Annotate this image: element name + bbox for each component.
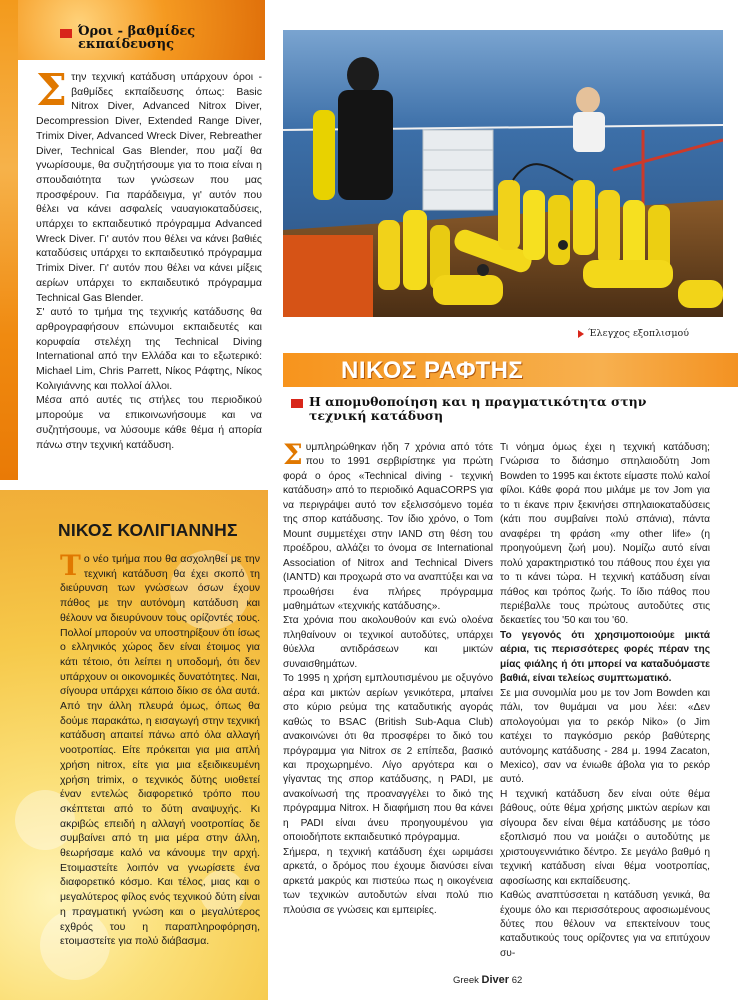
section-marker	[291, 399, 303, 408]
raftis-paragraph: Στα χρόνια που ακολουθούν και ενώ ολοένα πληθαίνουν οι τεχνικοί αυτοδύτες, υπάρχει θύελλα αντιδράσεων και μικτών συναισθημάτων.	[283, 615, 493, 670]
raftis-paragraph: Σήμερα, η τεχνική κατάδυση έχει ωριμάσει αρκετά, ο δρόμος που έχουμε διανύσει είναι αρκετά μακρύς και πιστεύω πως η οικογένεια των τεχνικών αυτοδυτών είναι πολύ πιο πλούσια σε γνώσεις και εμπειρίες.	[283, 846, 493, 916]
raftis-name-banner	[283, 353, 738, 387]
koligiannis-paragraph-1: Το νέο τμήμα που θα ασχοληθεί με την τεχνική κατάδυση θα έχει σκοπό τη διεύρυνση των γνώσεων όσων έχουν πάθος με την αυτόνομη κατάδυση και θέλουν να διευρύνουν τους ορίζοντές τους. Πολλοί μπορούν να υποστηρίξουν ότι ίσως ο ελληνικός χώρος δεν είναι έτοιμος για κάτι τέτοιο, ότι λείπει η υποδομή, ότι δεν υπάρχουν οι οικονομικές δυνατότητες. Ναι, σίγουρα υπάρχει κάποιο δίκιο σε όλα αυτά. Από την άλλη πλευρά όμως, όπως θα δούμε παρακάτω, η εισαγωγή στην τεχνική κατάδυση απαιτεί πάνω από όλα αλλαγή νοοτροπίας. Είτε πρόκειται για μια απλή χρήση nitrox, είτε για μια εξειδικευμένη χρήση trimix, ο τεχνικός δύτης υιοθετεί έναν εντελώς διαφορετικό τρόπο που σκέπτεται από το δύτη αναψυχής. Κι ακριβώς επειδή η αλλαγή νοοτροπίας δε συμβαίνει από τη μια μέρα στην άλλη, θεωρήσαμε καλό να κάνουμε την αρχή. Ετοιμαστείτε λοιπόν να γνωρίσετε ένα διαφορετικό κόσμο. Και τέλος, μιας και ο μεγαλύτερος φίλος ενός τεχνικού δύτη είναι η πραγματική γνώση και ο μεγαλύτερος εχθρός του η παραπληροφόρηση, ετοιμαστείτε για πολύ διάβασμα.	[60, 549, 260, 948]
koligiannis-author-title: ΝΙΚΟΣ ΚΟΛΙΓΙΑΝΝΗΣ	[58, 520, 238, 540]
raftis-author-name: ΝΙΚΟΣ ΡΑΦΤΗΣ	[341, 357, 524, 384]
caption-marker-icon	[578, 330, 584, 338]
raftis-paragraph: Η τεχνική κατάδυση δεν είναι ούτε θέμα βάθους, ούτε θέμα χρήσης μικτών αερίων και σίγουρα δεν είναι θέμα κατάδυσης με τόσο εξοπλισμό που να μοιάζει ο αυτοδύτης με χριστουγεννιάτικο δέντρο. Σε μεγάλο βαθμό η τεχνική κατάδυση είναι θέμα νοοτροπίας, αφοσίωσης και εκπαίδευσης.	[500, 788, 710, 887]
diving-equipment-photo	[283, 30, 723, 317]
raftis-paragraph: Τι νόημα όμως έχει η τεχνική κατάδυση; Γνώρισα το διάσημο σπηλαιοδύτη Jom Bowden το 1995 και έκτοτε είμαστε πολύ καλοί φίλοι. Κάθε φορά που μιλάμε με τον Jom για το τι έκανε πριν ξεκινήσει σπηλαιοκαταδύσεις (κάτι που συμβαίνει πολύ σπάνια), πάντα αναφέρει τη φράση «my other life» (η προηγούμενη ζωή μου). Νομίζω αυτό είναι πολύ χαρακτηριστικό του πάθους που έχει για το τι κάνει τώρα. Η τεχνική κατάδυση είναι πάθος και τρόπος ζωής. Το ίδιο πάθος που περιέβαλλε τους πρώτους αυτοδύτες στις δεκαετίες του '50 και του '60.	[500, 442, 710, 627]
raftis-column-1	[283, 438, 493, 918]
decorative-orange-strip	[0, 0, 18, 480]
photo-caption	[578, 328, 689, 339]
raftis-paragraph: Το 1995 η χρήση εμπλουτισμένου με οξυγόνο αέρα και μικτών αερίων γενικότερα, μπαίνει στο κύριο ρεύμα της καταδυτικής αγοράς καθώς το BSAC (British Sub-Aqua Club) ανακοινώνει ότι θα προσφέρει το δικό του πρόγραμμα για Nitrox σε 2 επίπεδα, βασικό και προχωρημένο. Λίγο αργότερα και ο γίγαντας της σπορ κατάδυσης, η PADI, με ανακοίνωσή της προαναγγέλει το δικό της πρόγραμμα Nitrox. Η διαφήμιση που θα κάνει η PADI είναι άνευ προηγουμένου για οποιοδήποτε εκπαιδευτικό πρόγραμμα.	[283, 673, 493, 844]
koligiannis-article-body	[60, 549, 260, 949]
terms-section-title: Όροι - βαθμίδες εκπαίδευσης	[78, 24, 196, 52]
raftis-paragraph: Συμπληρώθηκαν ήδη 7 χρόνια από τότε που το 1991 σερβιρίστηκε για πρώτη φορά ο όρος «Technical diving - τεχνική κατάδυση» από το περιοδικό AquaCORPS για να περιγράψει αυτό τον εξελισσόμενο τομέα της σπορ κατάδυσης. Τον ίδιο χρόνο, ο Tom Mount συμμετέχει στην IAND στη θέση του προέδρου, αλλάζει το όνομα σε International Association of Nitrox and Technical Divers (IANTD) και προχωρά στο να αναπτύξει και να προωθήσει ένα πλήρες πρόγραμμα μαθημάτων «τεχνικής κατάδυσης».	[283, 438, 493, 612]
raftis-paragraph: Σε μια συνομιλία μου με τον Jom Bowden και πάλι, τον θυμάμαι να μου λέει: «Δεν απολογούμαι για το ρεκόρ Nikο» (ο Jim κατέχει το παγκόσμιο ρεκόρ βαθύτερης αυτόνομης κατάδυσης - 284 μ. 1994 Zacaton, Mexico), σαν να ένιωθε άβολα για το ρεκόρ αυτό.	[500, 687, 710, 786]
magazine-name: Diver	[481, 974, 510, 986]
raftis-dropcap: Σ	[283, 438, 303, 471]
magazine-prefix: Greek	[453, 975, 479, 986]
page-number: 62	[511, 975, 523, 986]
koligiannis-dropcap: Τ	[60, 549, 81, 582]
raftis-bold-paragraph: Το γεγονός ότι χρησιμοποιούμε μικτά αέρια, τις περισσότερες φορές πέραν της μίας φιάλης ή ότι μπορεί να καταδυόμαστε βαθιά, είναι τελείως συμπτωματικό.	[500, 629, 710, 685]
terms-paragraph-1: Στην τεχνική κατάδυση υπάρχουν όροι - βαθμίδες εκπαίδευσης όπως: Basic Nitrox Diver, Advanced Nitrox Diver, Decompression Diver, Extended Range Diver, Trimix Diver, Advanced Wreck Diver, Rebreather Diver, Technical Gas Blender, που μαζί θα γνωρίσουμε, θα συζητήσουμε για το ποια είναι η σπουδαιότητα των γνώσεων που μας προσφέρουν. Για παράδειγμα, γι' αυτόν που θέλει να κάνει ασφαλείς ναυαγιοκαταδύσεις, υπάρχει το εκπαιδευτικό πρόγραμμα Advanced Wreck Diver. Γι' αυτόν που θέλει να κάνει βαθιές καταδύσεις υπάρχει το εκπαιδευτικό πρόγραμμα Trimix Diver. Γι' αυτόν που θέλει να κάνει μίξεις αερίων υπάρχει το εκπαιδευτικό πρόγραμμα Technical Gas Blender.	[36, 65, 262, 304]
terms-section-header	[60, 25, 260, 51]
raftis-column-2	[500, 441, 710, 961]
raftis-section-title: Η απομυθοποίηση και η πραγματικότητα στην τεχνική κατάδυση	[309, 394, 647, 423]
raftis-paragraph: Καθώς αναπτύσσεται η κατάδυση γενικά, θα έχουμε όλο και περισσότερους αφοσιωμένους δύτες που θέλουν να επεκτείνουν τους καταδυτικούς τους ορίζοντες για να επιτύχουν συ-	[500, 890, 710, 959]
section-marker	[60, 29, 72, 38]
terms-article-body	[36, 65, 262, 452]
raftis-section-header	[291, 395, 651, 423]
photo-caption-text: Έλεγχος εξοπλισμού	[588, 328, 690, 339]
terms-paragraph-2: Σ' αυτό το τμήμα της τεχνικής κατάδυσης θα αρθρογραφήσουν επώνυμοι εκπαιδευτές και κορυφαία στελέχη της Technical Diving International από την Ελλάδα και το εξωτερικό: Michael Lim, Chris Parrett, Νίκος Ράφτης, Νίκος Κολιγιάννης και πολλοί άλλοι.	[36, 306, 262, 392]
terms-paragraph-3: Μέσα από αυτές τις στήλες του περιοδικού μπορούμε να επικοινωνήσουμε και να συζητήσουμε, να λύσουμε κάθε θέμα ή απορία πάνω στην τεχνική κατάδυση.	[36, 394, 262, 451]
page-footer	[453, 974, 522, 986]
terms-dropcap: Σ	[36, 65, 68, 116]
